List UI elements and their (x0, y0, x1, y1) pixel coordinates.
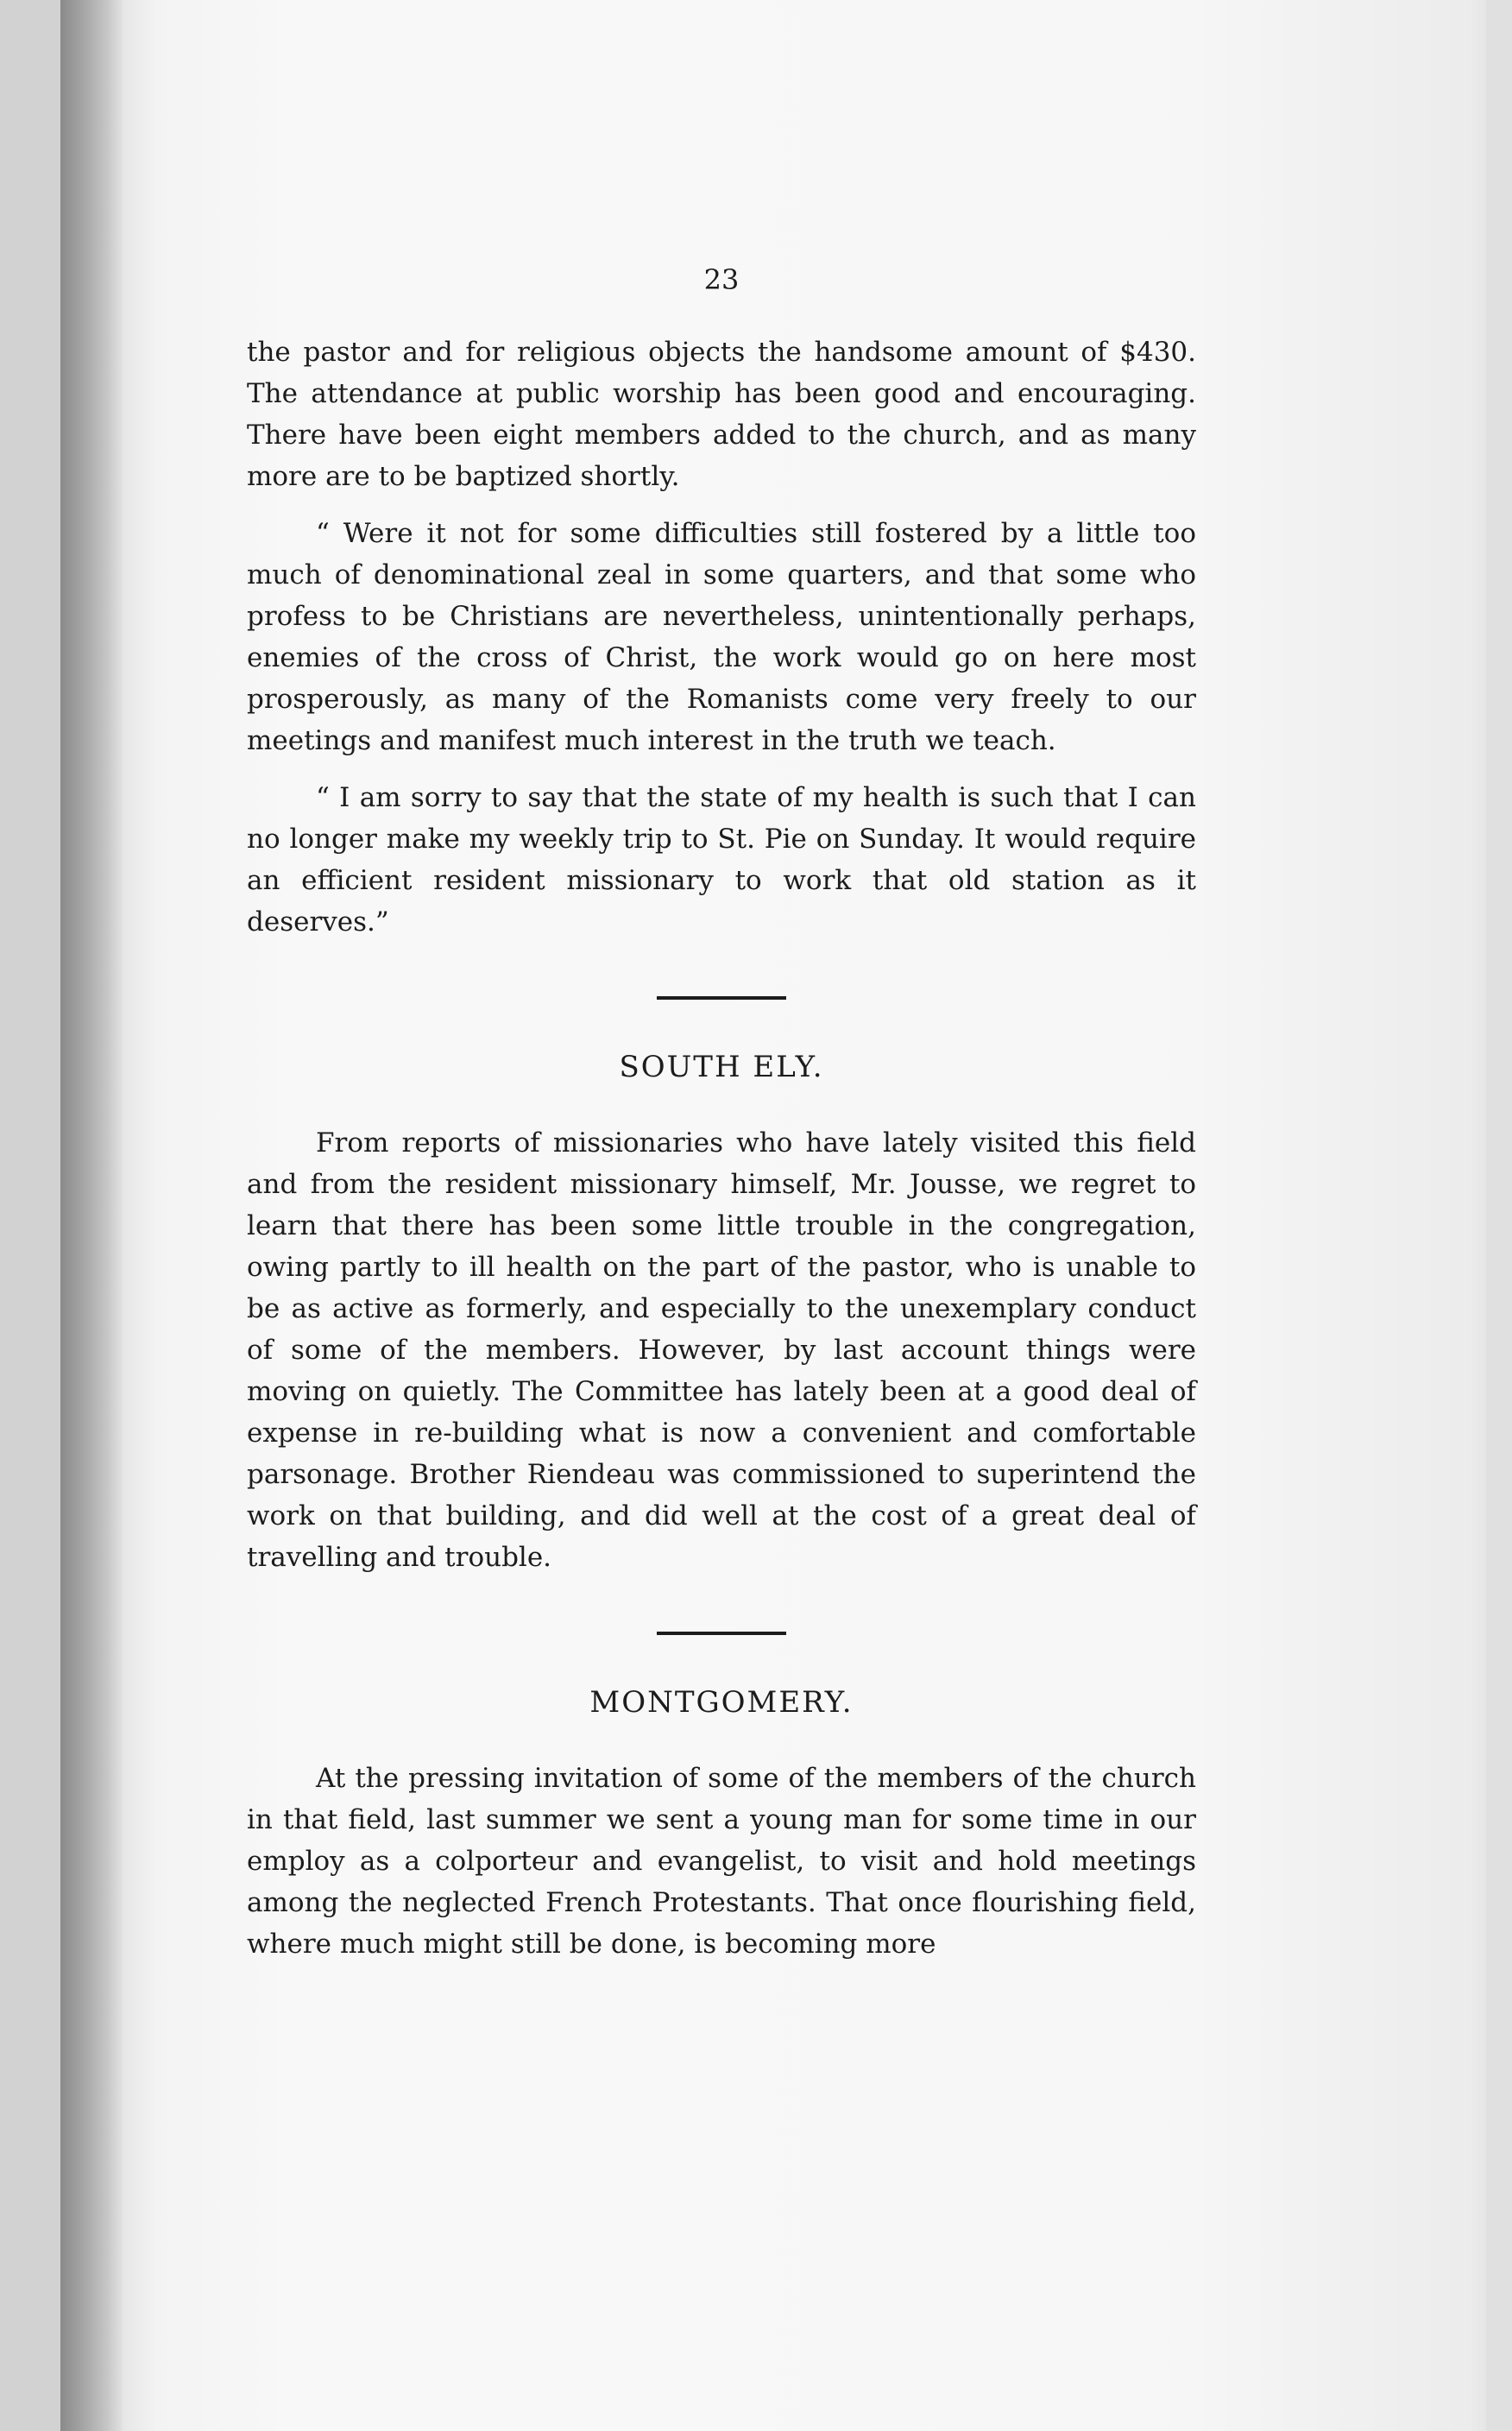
section-heading-montgomery: MONTGOMERY. (589, 1685, 854, 1720)
paragraph-difficulties-quote: “ Were it not for some difficulties still fostered by a little too much of denominational zeal in some quarters, and that some who profess to be Christians are nevertheless, unintentionally perhaps, enemies of the cross of Christ, the work would go on here most prosperously, as many of the Romanists come very freely to our meetings and manifest much interest in the truth we teach. (247, 518, 1196, 756)
section-divider (657, 1632, 786, 1635)
section-heading-south-ely: SOUTH ELY. (619, 1050, 824, 1084)
page-content (247, 259, 1196, 1980)
page-right-edge (1486, 0, 1512, 2431)
book-spine-shadow (60, 0, 123, 2431)
paragraph-montgomery: At the pressing invitation of some of the members of the church in that field, last summer we sent a young man for some time in our employ as a colporteur and evangelist, to visit and hold meetings among the neglected French Protestants. That once flourishing field, where much might still be done, is becoming more (247, 1763, 1196, 1960)
section-divider (657, 996, 786, 1000)
scan-left-margin (0, 0, 60, 2431)
paragraph-pastor-amount: the pastor and for religious objects the handsome amount of $430. The attendance at public worship has been good and encouraging. There have been eight members added to the church, and as many more are to be baptized shortly. (247, 337, 1196, 492)
page-number: 23 (703, 263, 740, 296)
paragraph-health-quote: “ I am sorry to say that the state of my health is such that I can no longer make my weekly trip to St. Pie on Sunday. It would require an efficient resident missionary to work that old station as it deserves.” (247, 782, 1196, 938)
paragraph-south-ely: From reports of missionaries who have lately visited this field and from the resident missionary himself, Mr. Jousse, we regret to learn that there has been some little trouble in the congregation, owing partly to ill health on the part of the pastor, who is unable to be as active as formerly, and especially to the unexemplary conduct of some of the members. However, by last account things were moving on quietly. The Committee has lately been at a good deal of expense in re-building what is now a convenient and comfortable parsonage. Brother Riendeau was commissioned to superintend the work on that building, and did well at the cost of a great deal of travelling and trouble. (247, 1127, 1196, 1573)
